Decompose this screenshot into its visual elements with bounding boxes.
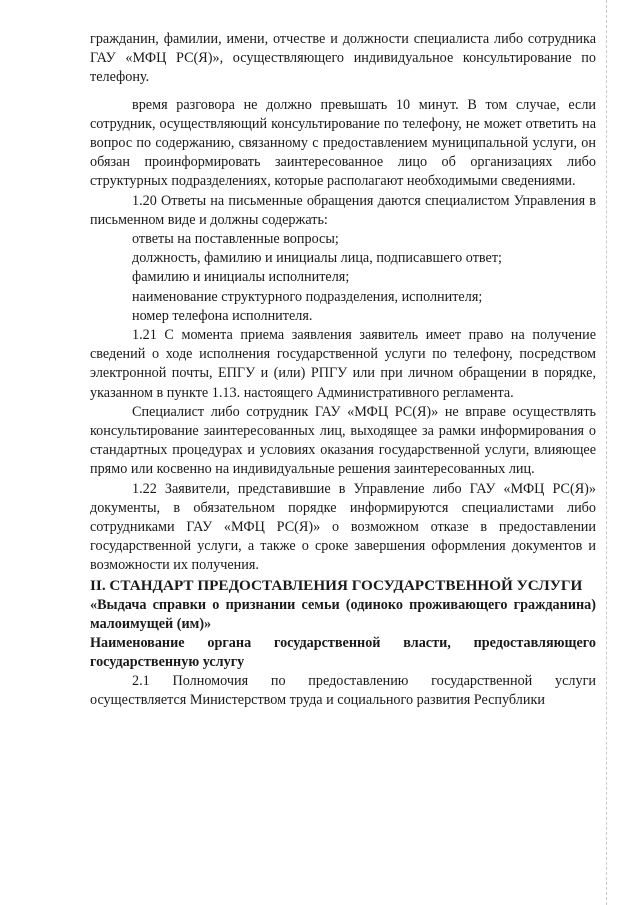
subsection-heading: Наименование органа государственной власти, предоставляющего государственную услугу bbox=[90, 634, 596, 670]
paragraph-1-20: 1.20 Ответы на письменные обращения даются специалистом Управления в письменном виде и должны содержать: bbox=[90, 192, 596, 228]
paragraph-2-1: 2.1 Полномочия по предоставлению государственной услуги осуществляется Министерством труда и социального развития Республики bbox=[90, 672, 596, 708]
list-item: должность, фамилию и инициалы лица, подписавшего ответ; bbox=[132, 250, 502, 267]
paragraph-1-21: 1.21 С момента приема заявления заявитель имеет право на получение сведений о ходе исполнения государственной услуги по телефону, посредством электронной почты, ЕПГУ и (или) РПГУ или при личном обращении в порядке, указанном в пункте 1.13. настоящего Административного регламента. bbox=[90, 327, 596, 401]
scan-edge-line bbox=[606, 0, 607, 905]
section-subheading: «Выдача справки о признании семьи (одиноко проживающего гражданина) малоимущей (им)» bbox=[90, 596, 596, 632]
list-item: ответы на поставленные вопросы; bbox=[132, 231, 339, 248]
paragraph-1-22: 1.22 Заявители, представившие в Управление либо ГАУ «МФЦ РС(Я)» документы, в обязательном порядке информируются специалистами либо сотрудниками ГАУ «МФЦ РС(Я)» о возможном отказе в предоставлении государственной услуги, а также о сроке завершения оформления документов и возможности их получения. bbox=[90, 480, 596, 574]
paragraph-call-time: время разговора не должно превышать 10 минут. В том случае, если сотрудник, осуществляющий консультирование по телефону, не может ответить на вопрос по содержанию, связанному с предоставлением муниципальной услуги, он обязан проинформировать заинтересованное лицо об организациях либо структурных подразделениях, которые располагают необходимыми сведениями. bbox=[90, 96, 596, 190]
list-item: фамилию и инициалы исполнителя; bbox=[132, 269, 350, 286]
paragraph-continuation: гражданин, фамилии, имени, отчестве и должности специалиста либо сотрудника ГАУ «МФЦ РС(Я)», осуществляющего индивидуальное консультирование по телефону. bbox=[90, 31, 596, 86]
document-body bbox=[90, 30, 596, 710]
list-item: наименование структурного подразделения, исполнителя; bbox=[132, 288, 483, 305]
paragraph-specialist: Специалист либо сотрудник ГАУ «МФЦ РС(Я)» не вправе осуществлять консультирование заинтересованных лиц, выходящее за рамки информирования о стандартных процедурах и условиях оказания государственной услуги, влияющее прямо или косвенно на индивидуальные решения заинтересованных лиц. bbox=[90, 403, 596, 478]
list-item: номер телефона исполнителя. bbox=[132, 307, 313, 324]
section-heading: II. СТАНДАРТ ПРЕДОСТАВЛЕНИЯ ГОСУДАРСТВЕННОЙ УСЛУГИ bbox=[90, 576, 583, 594]
